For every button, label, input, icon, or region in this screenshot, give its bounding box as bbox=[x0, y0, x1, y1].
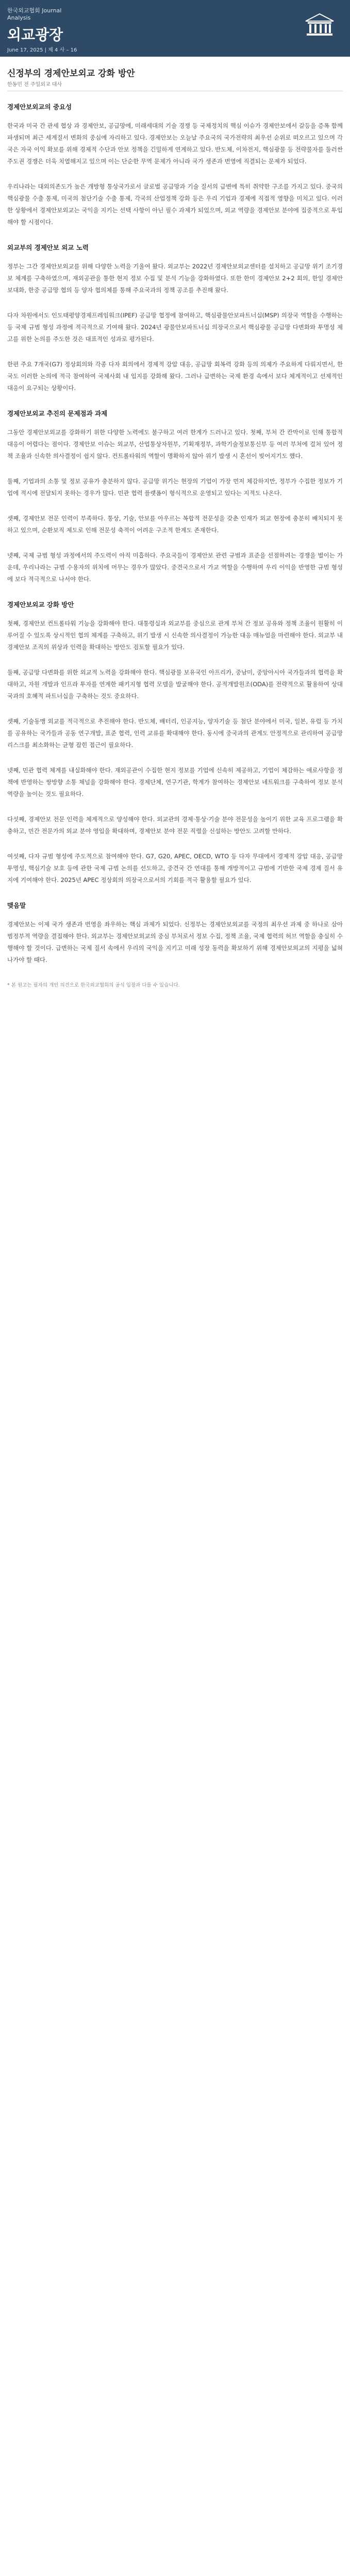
publisher-name: 한국외교협회 Journal bbox=[7, 7, 62, 14]
issue-date: June 17, 2025 | 제 4 사 – 16 bbox=[7, 47, 77, 53]
paragraph: 한국과 미국 간 관세 협상 과 경제안보, 공급망에, 미래세대의 기술 경쟁 등 국제정치의 핵심 이슈가 경제안보에서 갈등을 증폭 함께 파생되며 최근 세계질서 변화의 중심에 자리하고 있다. 경제안보는 오늘날 주요국의 국가전략의 최우선 순위로 떠오르고 있으며 각국은 자국 이익 확보를 위해 경제적 수단과 안보 정책을 긴밀하게 연계하고 있다. 반도체, 이차전지, 핵심광물 등 전략물자를 둘러싼 주도권 경쟁은 더욱 치열해지고 있으며 이는 단순한 무역 문제가 아니라 국가 생존과 번영에 직결되는 문제가 되었다. bbox=[7, 122, 343, 165]
article-body bbox=[7, 101, 343, 991]
footnote: * 본 원고는 필자의 개인 의견으로 한국외교협회의 공식 입장과 다를 수 있습니다. bbox=[7, 982, 180, 988]
paragraph: 셋째, 기술동맹 외교를 적극적으로 추진해야 한다. 반도체, 배터리, 인공지능, 양자기술 등 첨단 분야에서 미국, 일본, 유럽 등 가치를 공유하는 국가들과 공동 연구개발, 표준 협력, 인력 교류를 확대해야 한다. 동시에 중국과의 관계도 안정적으로 관리하여 공급망 리스크를 최소화하는 균형 잡힌 접근이 필요하다. bbox=[7, 718, 343, 749]
section-heading: 외교부의 경제안보 외교 노력 bbox=[7, 244, 89, 251]
paragraph: 우리나라는 대외의존도가 높은 개방형 통상국가로서 글로벌 공급망과 기술 질서의 급변에 특히 취약한 구조를 가지고 있다. 중국의 핵심광물 수출 통제, 미국의 첨단기술 수출 통제, 각국의 산업정책 강화 등은 우리 기업과 경제에 직접적 영향을 미치고 있다. 이러한 상황에서 경제안보외교는 국익을 지키는 선택 사항이 아닌 필수 과제가 되었으며, 외교 역량을 경제안보 분야에 집중적으로 투입해야 할 시점이다. bbox=[7, 183, 343, 226]
paragraph: 여섯째, 다자 규범 형성에 주도적으로 참여해야 한다. G7, G20, APEC, OECD, WTO 등 다자 무대에서 경제적 강압 대응, 공급망 투명성, 핵심기술 보호 등에 관한 국제 규범 논의를 선도하고, 중견국 간 연대를 통해 개방적이고 규범에 기반한 국제 경제 질서 유지에 기여해야 한다. 2025년 APEC 정상회의 의장국으로서의 기회를 적극 활용할 필요가 있다. bbox=[7, 853, 343, 884]
section-heading: 경제안보외교 추진의 문제점과 과제 bbox=[7, 410, 108, 417]
paragraph: 둘째, 기업과의 소통 및 정보 공유가 충분하지 않다. 공급망 위기는 현장의 기업이 가장 먼저 체감하지만, 정부가 수집한 정보가 기업에 적시에 전달되지 못하는 경우가 많다. 민관 협력 플랫폼이 형식적으로 운영되고 있다는 지적도 나온다. bbox=[7, 478, 343, 497]
publisher-label bbox=[7, 7, 61, 22]
section-heading: 경제안보외교의 중요성 bbox=[7, 103, 72, 111]
paragraph: 한편 주요 7개국(G7) 정상회의와 각종 다자 회의에서 경제적 강압 대응, 공급망 회복력 강화 등의 의제가 주요하게 다뤄지면서, 한국도 이러한 논의에 적극 참여하여 국제사회 내 입지를 강화해 왔다. 그러나 급변하는 국제 환경 속에서 보다 체계적이고 선제적인 대응이 요구되는 상황이다. bbox=[7, 361, 343, 392]
section-heading: 맺음말 bbox=[7, 902, 26, 909]
publication-title: 외교광장 bbox=[7, 26, 63, 43]
paragraph: 그동안 경제안보외교를 강화하기 위한 다양한 노력에도 불구하고 여러 한계가 드러나고 있다. 첫째, 부처 간 칸막이로 인해 통합적 대응이 어렵다는 점이다. 경제안보 이슈는 외교부, 산업통상자원부, 기획재정부, 과학기술정보통신부 등 여러 부처에 걸쳐 있어 정책 조율과 신속한 의사결정이 쉽지 않다. 컨트롤타워의 역할이 명확하지 않아 위기 발생 시 혼선이 빚어지기도 했다. bbox=[7, 429, 343, 460]
paragraph: 넷째, 국제 규범 형성 과정에서의 주도력이 아직 미흡하다. 주요국들이 경제안보 관련 규범과 표준을 선점하려는 경쟁을 벌이는 가운데, 우리나라는 규범 수용자의 위치에 머무는 경우가 많았다. 중견국으로서 가교 역할을 수행하며 우리 이익을 반영한 규범 형성에 보다 적극적으로 나서야 한다. bbox=[7, 552, 343, 583]
paragraph: 둘째, 공급망 다변화를 위한 외교적 노력을 강화해야 한다. 핵심광물 보유국인 아프리카, 중남미, 중앙아시아 국가들과의 협력을 확대하고, 자원 개발과 인프라 투자를 연계한 패키지형 협력 모델을 발굴해야 한다. 공적개발원조(ODA)를 전략적으로 활용하여 상대국과의 호혜적 파트너십을 구축하는 것도 중요하다. bbox=[7, 669, 343, 700]
section-heading: 경제안보외교 강화 방안 bbox=[7, 601, 74, 608]
masthead bbox=[0, 0, 350, 57]
paragraph: 다섯째, 경제안보 전문 인력을 체계적으로 양성해야 한다. 외교관의 경제·통상·기술 분야 전문성을 높이기 위한 교육 프로그램을 확충하고, 민간 전문가의 외교 분야 영입을 확대하며, 경제안보 분야 전문 직렬을 신설하는 방안도 고려할 만하다. bbox=[7, 816, 343, 835]
building-logo-icon bbox=[305, 12, 335, 38]
paragraph: 넷째, 민관 협력 체계를 내실화해야 한다. 재외공관이 수집한 현지 정보를 기업에 신속히 제공하고, 기업이 체감하는 애로사항을 정책에 반영하는 쌍방향 소통 채널을 강화해야 한다. 경제단체, 연구기관, 학계가 참여하는 경제안보 네트워크를 구축하여 정보 분석 역량을 높이는 것도 필요하다. bbox=[7, 767, 343, 798]
paragraph: 셋째, 경제안보 전문 인력이 부족하다. 통상, 기술, 안보를 아우르는 복합적 전문성을 갖춘 인재가 외교 현장에 충분히 배치되지 못하고 있으며, 순환보직 제도로 인해 전문성 축적이 어려운 구조적 한계도 존재한다. bbox=[7, 515, 343, 534]
paragraph: 정부는 그간 경제안보외교를 위해 다양한 노력을 기울여 왔다. 외교부는 2022년 경제안보외교센터를 설치하고 공급망 위기 조기경보 체계를 구축하였으며, 재외공관을 통한 현지 정보 수집 및 분석 기능을 강화하였다. 또한 한미 경제안보 2+2 회의, 한일 경제안보대화, 한중 공급망 협의 등 양자 협의체를 통해 주요국과의 정책 공조를 추진해 왔다. bbox=[7, 263, 343, 294]
series-name: Analysis bbox=[7, 14, 31, 21]
article-title: 신정부의 경제안보외교 강화 방안 bbox=[7, 69, 135, 79]
paragraph: 첫째, 경제안보 컨트롤타워 기능을 강화해야 한다. 대통령실과 외교부를 중심으로 관계 부처 간 정보 공유와 정책 조율이 원활히 이루어질 수 있도록 상시적인 협의 체계를 구축하고, 위기 발생 시 신속한 의사결정이 가능한 대응 매뉴얼을 마련해야 한다. 외교부 내 경제안보 조직의 위상과 인력을 확대하는 방안도 검토할 필요가 있다. bbox=[7, 620, 343, 651]
paragraph: 경제안보는 이제 국가 생존과 번영을 좌우하는 핵심 과제가 되었다. 신정부는 경제안보외교를 국정의 최우선 과제 중 하나로 삼아 범정부적 역량을 결집해야 한다. 외교부는 경제안보외교의 중심 부처로서 정보 수집, 정책 조율, 국제 협력의 허브 역할을 충실히 수행해야 할 것이다. 급변하는 국제 질서 속에서 우리의 국익을 지키고 미래 성장 동력을 확보하기 위해 경제안보외교의 지평을 넓혀 나가야 할 때다. bbox=[7, 921, 343, 963]
article-author: 한동민 전 주일외교 대사 bbox=[7, 82, 62, 88]
paragraph: 다자 차원에서도 인도태평양경제프레임워크(IPEF) 공급망 협정에 참여하고, 핵심광물안보파트너십(MSP) 의장국 역할을 수행하는 등 국제 규범 형성 과정에 적극적으로 기여해 왔다. 2024년 광물안보파트너십 의장국으로서 핵심광물 공급망 다변화와 투명성 제고를 위한 논의를 주도한 것은 대표적인 성과로 평가된다. bbox=[7, 312, 343, 343]
